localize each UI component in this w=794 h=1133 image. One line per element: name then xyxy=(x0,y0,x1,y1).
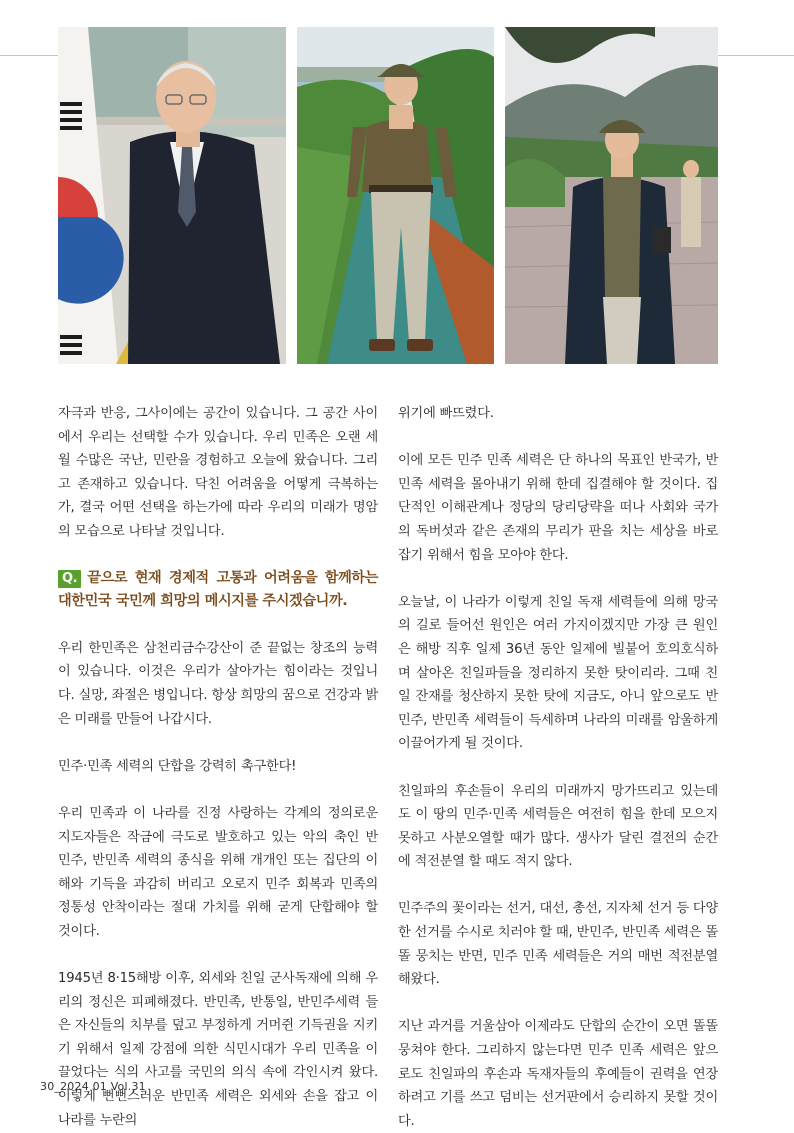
question-text: 끝으로 현재 경제적 고통과 어려움을 함께하는 대한민국 국민께 희망의 메시지를 주시겠습니까. xyxy=(58,570,378,610)
right-text-column xyxy=(398,402,718,1133)
page-number: 30 xyxy=(40,1080,55,1093)
paragraph: 민주·민족 세력의 단합을 강력히 촉구한다! xyxy=(58,758,297,774)
top-rule-left xyxy=(0,55,58,56)
photo-suit-portrait xyxy=(58,27,286,364)
top-rule-right xyxy=(718,55,794,56)
paragraph: 우리 한민족은 삼천리금수강산이 준 끝없는 창조의 능력이 있습니다. 이것은 우리가 살아가는 힘이라는 것입니다. 실망, 좌절은 병입니다. 항상 희망의 꿈으로 건강과 밝은 미래를 만들어 나갑시다. xyxy=(58,640,378,727)
paragraph: 민주주의 꽃이라는 선거, 대선, 총선, 지자체 선거 등 다양한 선거를 수시로 치러야 할 때, 반민주, 반민족 세력은 똘똘 뭉치는 반면, 민주 민족 세력들은 거의 매번 적전분열 해왔다. xyxy=(398,901,718,988)
photo-riverside xyxy=(297,27,494,364)
paragraph: 친일파의 후손들이 우리의 미래까지 망가뜨리고 있는데도 이 땅의 민주·민족 세력들은 여전히 힘을 한데 모으지 못하고 사분오열할 때가 많다. 생사가 달린 결전의 순간에 적전분열 할 때도 적지 않다. xyxy=(398,783,718,870)
paragraph: 자극과 반응, 그사이에는 공간이 있습니다. 그 공간 사이에서 우리는 선택할 수가 있습니다. 우리 민족은 오랜 세월 수많은 국난, 민란을 경험하고 오늘에 왔습니다. 그리고 존재하고 있습니다. 닥친 어려움을 어떻게 극복하는가, 결국 어떤 선택을 하는가에 따라 우리의 미래가 명암의 모습으로 나타날 것입니다. xyxy=(58,406,378,539)
paragraph: 지난 과거를 거울삼아 이제라도 단합의 순간이 오면 똘똘 뭉쳐야 한다. 그리하지 않는다면 민주 민족 세력은 앞으로도 친일파의 후손과 독재자들의 후예들이 권력을 연장하려고 기를 쓰고 덤비는 선거판에서 승리하지 못할 것이다. xyxy=(398,1019,718,1129)
paragraph: 이에 모든 민주 민족 세력은 단 하나의 목표인 반국가, 반민족 세력을 몰아내기 위해 한데 집결해야 할 것이다. 집단적인 이해관계나 정당의 당리당략을 떠나 사회와 국가의 독버섯과 같은 존재의 무리가 판을 치는 세상을 바로잡기 위해서 힘을 모아야 한다. xyxy=(398,453,718,563)
left-text-column xyxy=(58,402,378,1132)
interview-question xyxy=(58,567,378,613)
question-badge: Q. xyxy=(58,570,81,588)
issue-label: _2024 01 Vol.31 xyxy=(54,1080,146,1093)
paragraph: 위기에 빠뜨렸다. xyxy=(398,406,494,421)
paragraph: 1945년 8·15해방 이후, 외세와 친일 군사독재에 의해 우리의 정신은 피폐해졌다. 반민족, 반통일, 반민주세력 들은 자신들의 치부를 덮고 부정하게 거머쥔 기득권을 지키기 위해서 일제 강점에 의한 식민시대가 우리 민족을 이끌었다는 식의 사고를 국민의 의식 속에 각인시켜 왔다. 이렇게 뻔뻔스러운 반민족 세력은 외세와 손을 잡고 이 나라를 누란의 xyxy=(58,971,378,1128)
paragraph: 오늘날, 이 나라가 이렇게 친일 독재 세력들에 의해 망국의 길로 들어선 원인은 여러 가지이겠지만 가장 큰 원인은 해방 직후 일제 36년 동안 일제에 빌붙어 호의호식하며 살아온 친일파들을 정리하지 못한 탓이리라. 그때 친일 잔재를 청산하지 못한 탓에 지금도, 아니 앞으로도 반민주, 반민족 세력들이 득세하며 나라의 미래를 암울하게 이끌어가게 될 것이다. xyxy=(398,594,718,752)
paragraph: 우리 민족과 이 나라를 진정 사랑하는 각계의 정의로운 지도자들은 작금에 극도로 발호하고 있는 악의 축인 반 민주, 반민족 세력의 종식을 위해 개개인 또는 집단의 이해와 기득을 과감히 버리고 오로지 민주 회복과 민족의 정통성 안착이라는 절대 가치를 위해 굳게 단합해야 할 것이다. xyxy=(58,805,378,939)
page-footer xyxy=(40,1080,146,1093)
photo-park-path xyxy=(505,27,718,364)
